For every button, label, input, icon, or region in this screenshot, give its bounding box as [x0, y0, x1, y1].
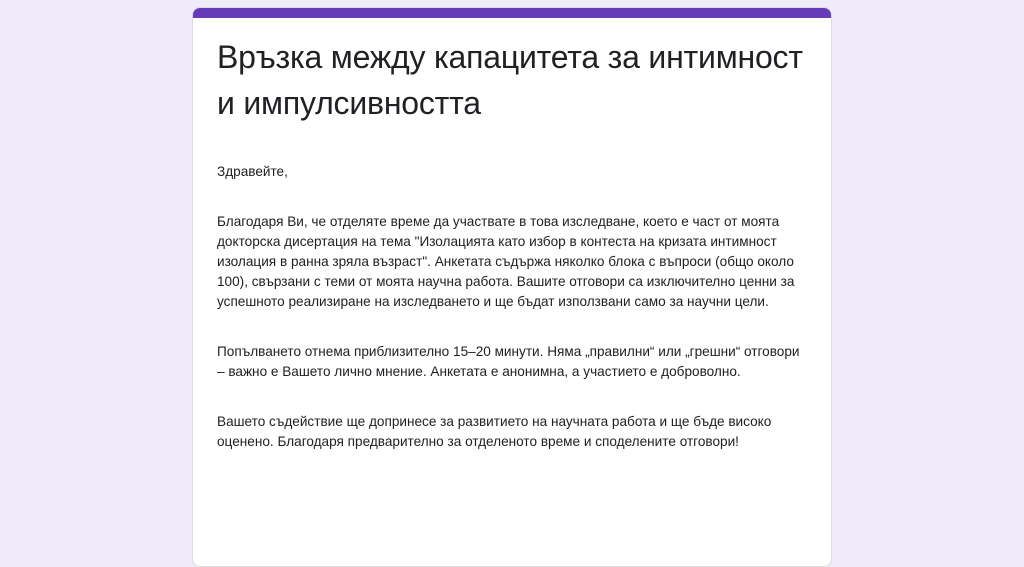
form-title: Връзка между капацитета за интимност и импулсивността [217, 39, 803, 121]
description-paragraph-intro: Благодаря Ви, че отделяте време да участвате в това изследване, което е част от моята докторска дисертация на тема "Изолацията като избор в контеста на кризата интимност изолация в ранна зряла възраст". Анкетата съдържа няколко блока с въпроси (общо около 100), свързани с теми от моята научна работа. Вашите отговори са изключително ценни за успешното реализиране на изследването и ще бъдат използвани само за научни цели. [217, 214, 795, 309]
form-header-content [217, 34, 809, 452]
description-greeting: Здравейте, [217, 164, 288, 179]
form-header-card [192, 7, 832, 567]
description-paragraph-duration: Попълването отнема приблизително 15–20 минути. Няма „правилни“ или „грешни“ отговори – важно е Вашето лично мнение. Анкетата е анонимна, а участието е доброволно. [217, 344, 800, 379]
description-paragraph-thanks: Вашето съдействие ще допринесе за развитието на научната работа и ще бъде високо оценено. Благодаря предварително за отделеното време и споделените отговори! [217, 414, 772, 449]
form-description [217, 162, 809, 452]
form-accent-bar [193, 8, 831, 18]
